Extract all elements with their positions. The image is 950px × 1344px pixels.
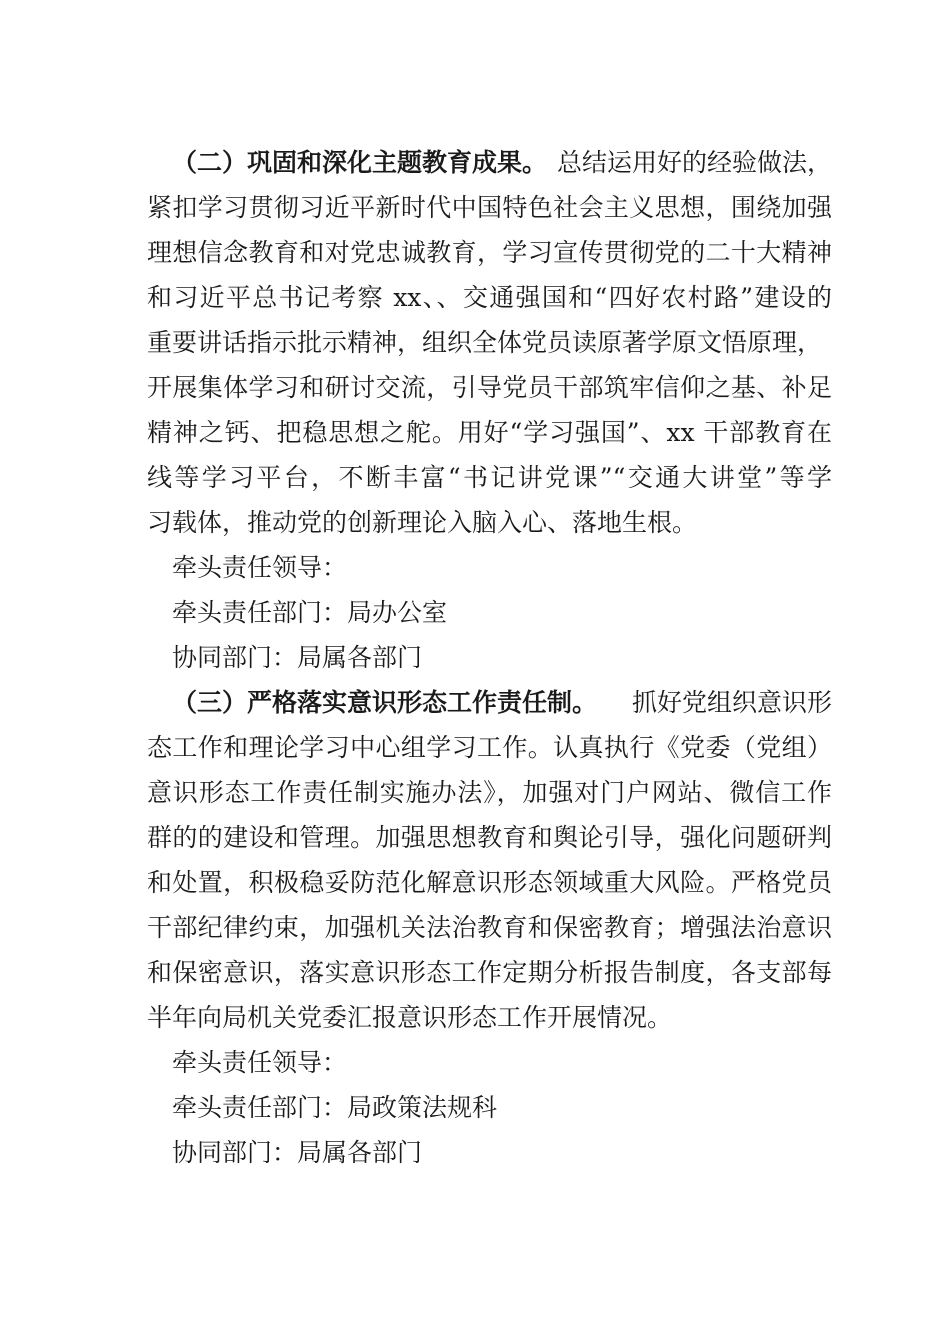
section2-leader-label: 牵头责任领导： [172, 553, 348, 582]
section3-dept-label: 牵头责任部门：局政策法规科 [172, 1093, 498, 1122]
section3-line-0: 抓好党组织意识形 [631, 688, 832, 717]
section2-line-1: 紧扣学习贯彻习近平新时代中国特色社会主义思想，围绕加强 [147, 193, 832, 222]
section3-line-4: 和处置，积极稳妥防范化解意识形态领域重大风险。严格党员 [147, 868, 832, 897]
section2-line-6: 精神之钙、把稳思想之舵。用好“学习强国”、xx 干部教育在 [147, 418, 832, 447]
section2-line-2: 理想信念教育和对党忠诚教育，学习宣传贯彻党的二十大精神 [147, 238, 832, 267]
section3-line-7: 半年向局机关党委汇报意识形态工作开展情况。 [147, 1003, 673, 1032]
section3-heading: （三）严格落实意识形态工作责任制。 [172, 688, 598, 717]
section2-line-5: 开展集体学习和研讨交流，引导党员干部筑牢信仰之基、补足 [147, 373, 832, 402]
section3-line-2: 意识形态工作责任制实施办法》，加强对门户网站、微信工作 [147, 778, 832, 807]
section3-line-6: 和保密意识，落实意识形态工作定期分析报告制度，各支部每 [147, 958, 832, 987]
section3-coop-label: 协同部门：局属各部门 [172, 1138, 423, 1167]
section3-line-5: 干部纪律约束，加强机关法治教育和保密教育；增强法治意识 [147, 913, 832, 942]
section2-line-3: 和习近平总书记考察 xx、、交通强国和“四好农村路”建设的 [147, 283, 832, 312]
section3-line-3: 群的的建设和管理。加强思想教育和舆论引导，强化问题研判 [147, 823, 832, 852]
section2-line-7: 线等学习平台，不断丰富“书记讲党课”“交通大讲堂”等学 [147, 463, 832, 492]
section3-first-line [172, 688, 832, 718]
section2-heading: （二）巩固和深化主题教育成果。 [172, 148, 548, 177]
section2-line-8: 习载体，推动党的创新理论入脑入心、落地生根。 [147, 508, 698, 537]
section3-line-1: 态工作和理论学习中心组学习工作。认真执行《党委（党组） [147, 733, 832, 762]
section2-first-line [172, 148, 832, 178]
section3-leader-label: 牵头责任领导： [172, 1048, 348, 1077]
section2-line-0: 总结运用好的经验做法， [556, 148, 832, 177]
section2-line-4: 重要讲话指示批示精神，组织全体党员读原著学原文悟原理， [147, 328, 823, 357]
section2-coop-label: 协同部门：局属各部门 [172, 643, 423, 672]
section2-dept-label: 牵头责任部门：局办公室 [172, 598, 448, 627]
